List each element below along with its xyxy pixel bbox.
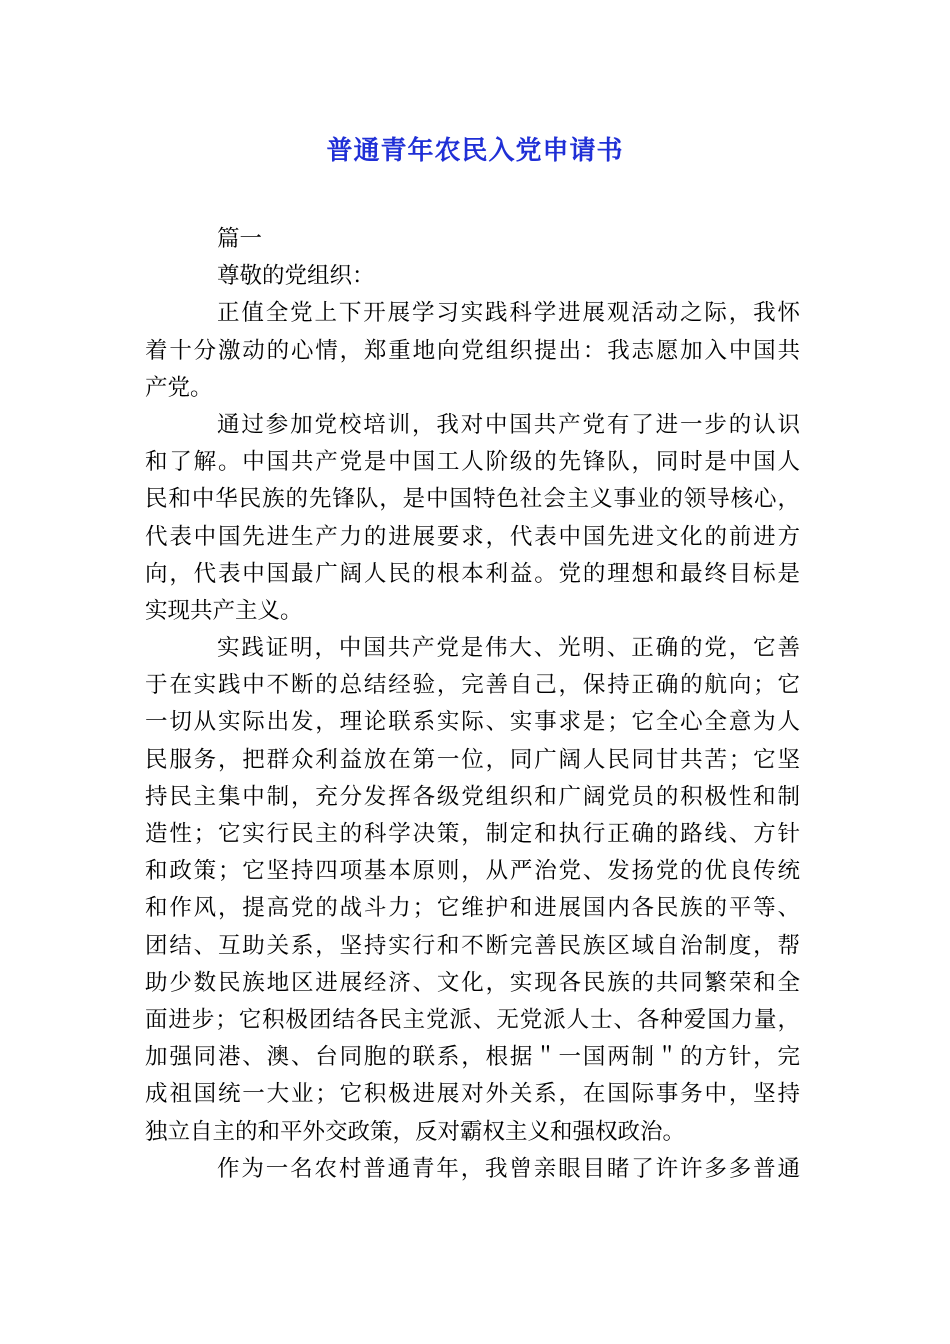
- paragraph-line: 加强同港、澳、台同胞的联系，根据＂一国两制＂的方针，完: [145, 1044, 800, 1071]
- document-body: [145, 221, 800, 1188]
- paragraph-line: 和了解。中国共产党是中国工人阶级的先锋队，同时是中国人: [145, 449, 800, 476]
- paragraph-line: 实践证明，中国共产党是伟大、光明、正确的党，它善: [217, 635, 800, 662]
- paragraph-line: 造性；它实行民主的科学决策，制定和执行正确的路线、方针: [145, 821, 800, 847]
- section-heading: 篇一: [217, 226, 263, 252]
- paragraph-line: 和作风，提高党的战斗力；它维护和进展国内各民族的平等、: [145, 895, 800, 922]
- salutation: 尊敬的党组织：: [217, 263, 375, 290]
- paragraph-line: 民和中华民族的先锋队，是中国特色社会主义事业的领导核心，: [145, 486, 800, 513]
- paragraph-line: 于在实践中不断的总结经验，完善自己，保持正确的航向；它: [145, 672, 800, 699]
- paragraph-line: 和政策；它坚持四项基本原则，从严治党、发扬党的优良传统: [145, 858, 800, 885]
- paragraph-line: 产党。: [145, 374, 213, 401]
- paragraph-line: 成祖国统一大业；它积极进展对外关系，在国际事务中，坚持: [145, 1081, 800, 1108]
- paragraph-line: 助少数民族地区进展经济、文化，实现各民族的共同繁荣和全: [145, 969, 800, 996]
- paragraph-line: 正值全党上下开展学习实践科学进展观活动之际，我怀: [217, 300, 800, 327]
- paragraph-line: 团结、互助关系，坚持实行和不断完善民族区域自治制度，帮: [145, 932, 800, 959]
- paragraph-line: 通过参加党校培训，我对中国共产党有了进一步的认识: [217, 411, 800, 438]
- paragraph-line: 一切从实际出发，理论联系实际、实事求是；它全心全意为人: [145, 709, 800, 736]
- paragraph-line: 着十分激动的心情，郑重地向党组织提出：我志愿加入中国共: [145, 337, 800, 364]
- paragraph-line: 作为一名农村普通青年，我曾亲眼目睹了许许多多普通: [217, 1155, 800, 1182]
- paragraph-line: 向，代表中国最广阔人民的根本利益。党的理想和最终目标是: [145, 560, 800, 587]
- paragraph-line: 代表中国先进生产力的进展要求，代表中国先进文化的前进方: [145, 523, 800, 550]
- paragraph-line: 面进步；它积极团结各民主党派、无党派人士、各种爱国力量，: [145, 1006, 800, 1033]
- paragraph-line: 持民主集中制，充分发挥各级党组织和广阔党员的积极性和制: [145, 783, 800, 810]
- document-title: 普通青年农民入党申请书: [326, 136, 624, 166]
- paragraph-line: 民服务，把群众利益放在第一位，同广阔人民同甘共苦；它坚: [145, 746, 800, 773]
- paragraph-line: 实现共产主义。: [145, 597, 303, 624]
- paragraph-line: 独立自主的和平外交政策，反对霸权主义和强权政治。: [145, 1118, 686, 1145]
